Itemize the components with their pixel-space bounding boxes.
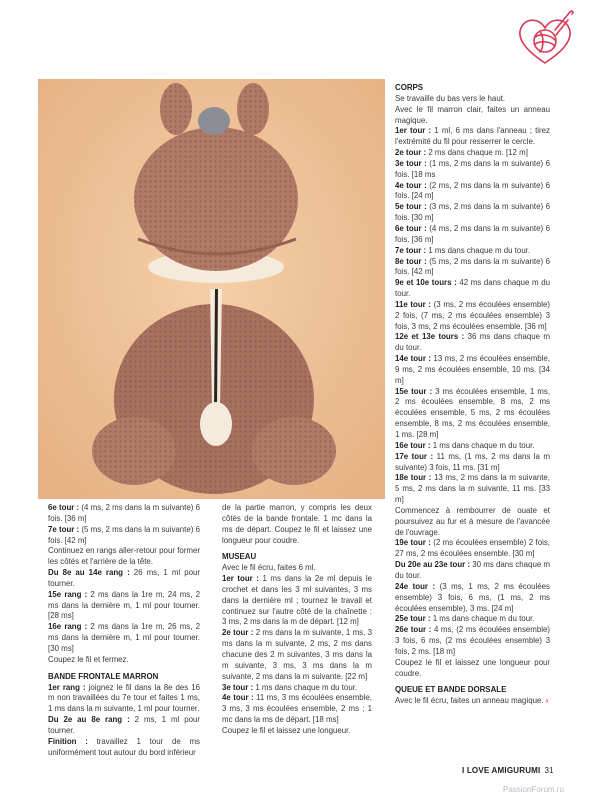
paragraph: 18e tour : 13 ms, 2 ms dans la m suivante, 5 ms, 2 ms dans la m suivante, 11 ms. [33 m] <box>395 473 550 505</box>
paragraph: Du 8e au 14e rang : 26 ms, 1 ml pour tourner. <box>48 568 200 588</box>
paragraph: Avec le fil marron clair, faites un anneau magique. <box>395 104 550 125</box>
text-column-1 <box>48 503 200 758</box>
paragraph: Finition : travaillez 1 tour de ms uniformément tout autour du bord inférieur <box>48 736 200 757</box>
paragraph: 19e tour : (2 ms écoulées ensemble) 2 fois, 27 ms, 2 ms écoulées ensemble. [30 m] <box>395 538 550 559</box>
magazine-title: I LOVE AMIGURUMI <box>462 766 541 775</box>
continue-arrow-icon: › <box>545 696 549 706</box>
paragraph: Se travaille du bas vers le haut. <box>395 93 506 103</box>
paragraph: 24e tour : (3 ms, 1 ms, 2 ms écoulées ensemble) 3 fois, 6 ms, (1 ms, 2 ms écoulées ensemble), 3 ms. [24 m] <box>395 581 550 613</box>
paragraph: Coupez le fil et laissez une longueur pour coudre. <box>395 657 550 678</box>
section-heading: BANDE FRONTALE MARRON <box>48 671 159 681</box>
section-heading: MUSEAU <box>222 552 257 562</box>
paragraph: Commencez à rembourrer de ouate et poursuivez au fur et à mesure de l'avancée de l'ouvrage. <box>395 505 550 537</box>
page-footer <box>462 766 554 775</box>
paragraph: 16e rang : 2 ms dans la 1re m, 26 ms, 2 ms dans la dernière m, 1 ml pour tourner. [30 ms] <box>48 622 201 653</box>
section-heading: QUEUE ET BANDE DORSALE <box>395 685 507 695</box>
paragraph: 1er tour : 1 ms dans la 2e ml depuis le crochet et dans les 3 ml suivantes, 3 ms dans la dernière ml ; tournez le travail et continuez sur l'autre côté de la chaînette : 3 ms, 2 ms dans la m de départ. [12 m] <box>222 574 372 627</box>
paragraph: 1er tour : 1 ml, 6 ms dans l'anneau ; tirez l'extrémité du fil pour resserrer le cercle. <box>395 126 551 147</box>
paragraph: Du 2e au 8e rang : 2 ms, 1 ml pour tourner. <box>48 715 200 735</box>
page-number: 31 <box>544 766 554 775</box>
paragraph: de la partie marron, y compris les deux côtés de la bande frontale. 1 mc dans la ms de départ. Coupez le fil et laissez une longueur pour coudre. <box>222 503 372 545</box>
paragraph: 26e tour : 4 ms, (2 ms écoulées ensemble) 3 fois, 6 ms, (2 ms écoulées ensemble) 3 fois, 2 ms. [18 m] <box>395 625 551 656</box>
paragraph: 15e rang : 2 ms dans la 1re m, 24 ms, 2 ms dans la dernière m, 1 ml pour tourner. [28 ms] <box>48 589 201 621</box>
paragraph: 8e tour : (5 ms, 2 ms dans la m suivante) 6 fois. [42 m] <box>395 256 550 277</box>
paragraph: 9e et 10e tours : 42 ms dans chaque m du tour. <box>395 278 550 299</box>
paragraph: 15e tour : 3 ms écoulées ensemble, 1 ms, 2 ms écoulées ensemble, 8 ms, 2 ms écoulées ensemble, 5 ms, 2 ms écoulées ensemble, 8 ms, 2 ms écoulées ensemble, 1 ms. [28 m] <box>395 386 551 439</box>
paragraph: 7e tour : (5 ms, 2 ms dans la m suivante) 6 fois. [42 m] <box>48 524 200 545</box>
watermark: PassionForum.ru <box>503 785 564 794</box>
paragraph: 14e tour : 13 ms, 2 ms écoulées ensemble, 9 ms, 2 ms écoulées ensemble, 10 ms. [34 m] <box>395 354 550 385</box>
paragraph: 4e tour : (2 ms, 2 ms dans la m suivante) 6 fois. [24 m] <box>395 180 550 201</box>
paragraph: 16e tour : 1 ms dans chaque m du tour. <box>395 440 535 450</box>
paragraph: Du 20e au 23e tour : 30 ms dans chaque m du tour. <box>395 560 550 580</box>
paragraph: 2e tour : 2 ms dans chaque m. [12 m] <box>395 148 528 158</box>
text-column-2 <box>222 503 372 737</box>
paragraph: Coupez le fil et laissez une longueur. <box>222 725 351 735</box>
paragraph: 12e et 13e tours : 36 ms dans chaque m du tour. <box>395 332 550 353</box>
paragraph: 5e tour : (3 ms, 2 ms dans la m suivante) 6 fois. [30 m] <box>395 202 550 223</box>
paragraph: Avec le fil écru, faites 6 ml. <box>222 563 316 573</box>
paragraph: 7e tour : 1 ms dans chaque m du tour. <box>395 245 531 255</box>
yarn-heart-logo-icon <box>512 8 578 70</box>
paragraph: 17e tour : 11 ms, (1 ms, 2 ms dans la m suivante) 3 fois, 11 ms. [31 m] <box>395 451 551 472</box>
paragraph: 6e tour : (4 ms, 2 ms dans la m suivante) 6 fois. [36 m] <box>48 503 200 523</box>
paragraph: 2e tour : 2 ms dans la m suivante, 1 ms, 3 ms dans la m suivante, 2 ms, 2 ms dans chacune des 2 m suivantes, 3 ms dans la m suivante, 3 ms, 3 ms dans la m suivante, 2 ms dans la m suivante. [22 m] <box>222 628 372 681</box>
paragraph: 3e tour : (1 ms, 2 ms dans la m suivante) 6 fois. [18 ms <box>395 158 550 179</box>
amigurumi-photo <box>38 79 385 499</box>
paragraph: 4e tour : 11 ms, 3 ms écoulées ensemble, 3 ms, 3 ms écoulées ensemble, 2 ms ; 1 mc dans la ms de départ. [18 ms] <box>222 693 372 725</box>
paragraph: Continuez en rangs aller-retour pour former les côtés et l'arrière de la tête. <box>48 546 200 567</box>
paragraph: 1er rang : joignez le fil dans la 8e des 16 m non travaillées du 7e tour et faites 1 ms, 1 ms dans la m suivante, 1 ml pour tourner. <box>48 682 200 714</box>
paragraph: 25e tour : 1 ms dans chaque m du tour. <box>395 614 535 624</box>
paragraph: 6e tour : (4 ms, 2 ms dans la m suivante) 6 fois. [36 m] <box>395 223 550 244</box>
section-heading: CORPS <box>395 83 424 92</box>
paragraph: 11e tour : (3 ms, 2 ms écoulées ensemble) 2 fois, (7 ms, 2 ms écoulées ensemble) 3 fois, 3 ms, 2 ms écoulées ensemble. [36 m] <box>395 299 550 331</box>
paragraph: Avec le fil écru, faites un anneau magique. › <box>395 696 549 706</box>
paragraph: Coupez le fil et fermez. <box>48 654 129 664</box>
text-column-3 <box>395 83 550 707</box>
paragraph: 3e tour : 1 ms dans chaque m du tour. <box>222 682 358 692</box>
